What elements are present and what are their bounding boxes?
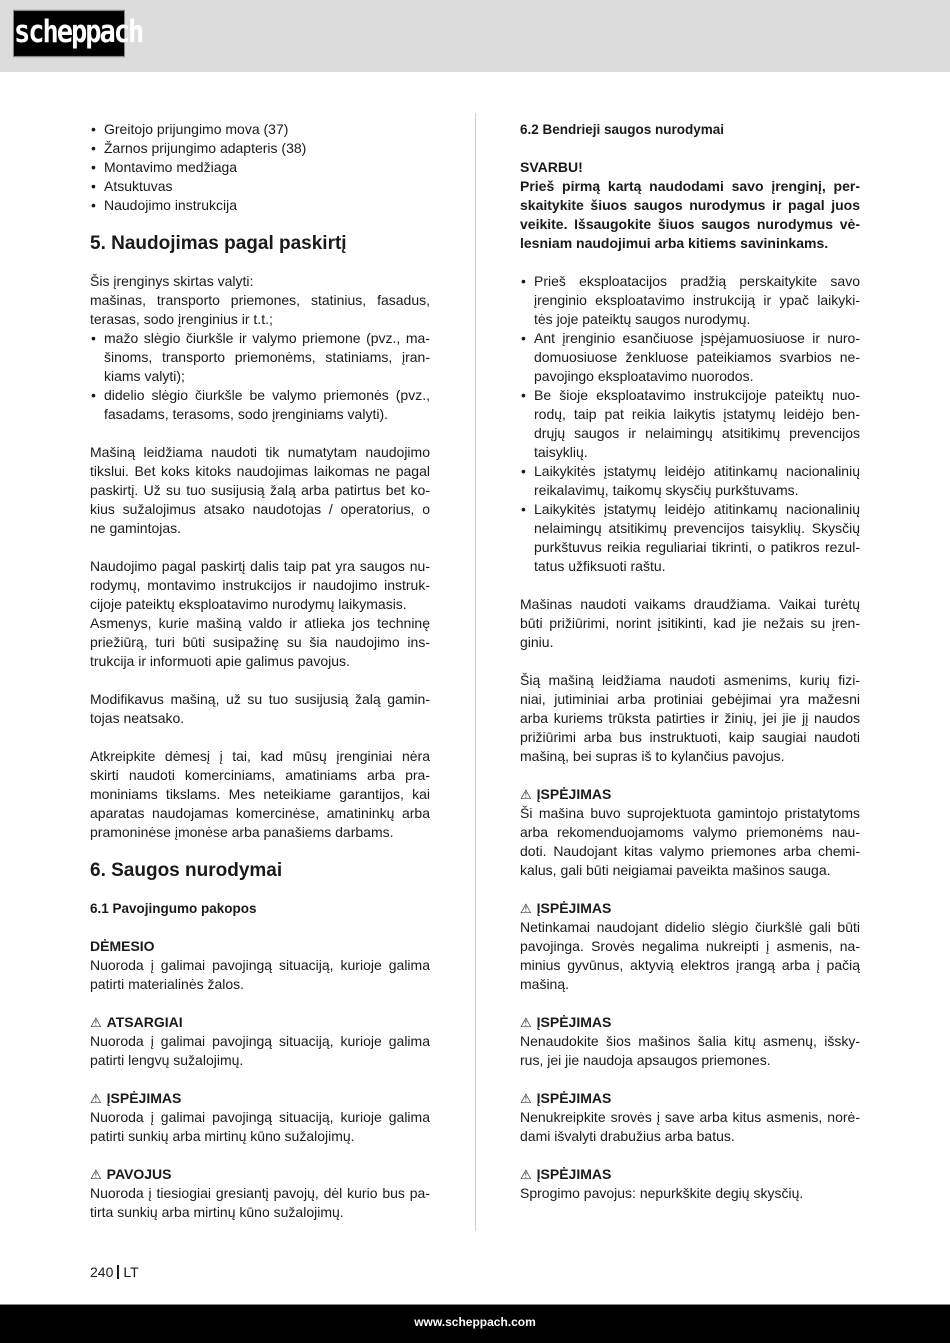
bullet-icon: •	[91, 197, 96, 213]
bullet-icon: •	[91, 178, 96, 194]
paragraph	[90, 272, 430, 329]
paragraph	[90, 747, 430, 842]
bullet-icon: •	[521, 501, 526, 517]
warning-triangle-icon: ⚠	[90, 1167, 102, 1182]
text-line: Atkreipkite dėmesį į tai, kad mūsų įrenginiai nėra	[90, 748, 430, 764]
warning-label	[90, 1089, 430, 1108]
content-section	[90, 272, 430, 424]
paragraph	[90, 443, 430, 538]
text-line: patirti materialinės žalos.	[90, 976, 245, 992]
bullet-list	[520, 272, 860, 576]
content-section	[90, 937, 430, 994]
text-line: pavojinga. Srovės negalima nukreipti į asmenis, na-	[520, 938, 860, 954]
text-line: rodymų, montavimo instrukcijos ir naudojimo instruk-	[90, 577, 430, 593]
text-line: Žarnos prijungimo adapteris (38)	[104, 140, 307, 156]
page-footer	[0, 1305, 950, 1343]
text-line: prižiūrimi arba bus instruktuoti, kaip saugiai naudoti	[520, 729, 860, 745]
text-line: trukcija ir informuoti apie galimus pavojus.	[90, 653, 350, 669]
text-line: įrenginio eksploatavimo instrukciją ir ypač laikyki-	[534, 292, 860, 308]
text-line: priežiūrą, turi būti susipažinę su šia naudojimo ins-	[90, 634, 430, 650]
text-line: Montavimo medžiaga	[104, 159, 238, 175]
content-section	[520, 785, 860, 880]
text-line: arba rekomenduojamoms valymo priemonėms nau-	[520, 824, 860, 840]
warning-label	[520, 785, 860, 804]
language-code: LT	[123, 1264, 139, 1280]
right-column	[520, 120, 860, 1222]
text-line: Nenukreipkite srovės į save arba kitus asmenis, norė-	[520, 1109, 860, 1125]
bullet-icon: •	[521, 330, 526, 346]
content-section	[520, 671, 860, 766]
paragraph	[520, 804, 860, 880]
text-line: doti. Naudojant kitas valymo priemones arba chemi-	[520, 843, 860, 859]
paragraph	[520, 1032, 860, 1070]
warning-triangle-icon: ⚠	[90, 1091, 102, 1106]
text-line: Prieš eksploatacijos pradžią perskaitykite savo	[534, 273, 860, 289]
text-line: mašinas, transporto priemones, statinius, fasadus,	[90, 292, 430, 308]
left-column	[90, 120, 430, 1241]
text-line: šinoms, transporto priemonėms, statiniams, įran-	[104, 349, 430, 365]
content-section	[90, 747, 430, 842]
list-item	[520, 272, 860, 329]
content-section	[90, 899, 430, 918]
text-line: patirti sunkių arba mirtinų kūno sužalojimų.	[90, 1128, 355, 1144]
warning-label	[90, 1165, 430, 1184]
text-line: mašiną, bei supras iš to kylančius pavojus.	[520, 748, 785, 764]
content-section	[90, 1013, 430, 1070]
text-line: drųjų saugos ir nelaimingų atsitikimų prevencijos	[534, 425, 860, 441]
list-item	[90, 177, 430, 196]
warning-triangle-icon: ⚠	[90, 1015, 102, 1030]
text-line: pavojingo eksploatavimo nuorodos.	[534, 368, 754, 384]
list-item	[90, 196, 430, 215]
text-line: domuosiuose ženkluose pateikiamos svarbios ne-	[534, 349, 860, 365]
text-line: cijoje pateiktų eksploatavimo nurodymų laikymasis.	[90, 596, 407, 612]
text-line: terasas, sodo įrenginius ir t.t.;	[90, 311, 273, 327]
text-line: purkštuvus reikia reguliariai tikrinti, o patikros rezul-	[534, 539, 860, 555]
section-heading: 6. Saugos nurodymai	[90, 860, 283, 881]
text-line: Sprogimo pavojus: nepurkškite degių skysčių.	[520, 1185, 804, 1201]
paragraph	[90, 1108, 430, 1146]
list-item	[520, 500, 860, 576]
scheppach-logo: scheppach	[13, 10, 125, 57]
text-line: nelaimingų atsitikimų prevencijos taisyklių. Skysčių	[534, 520, 860, 536]
list-item	[90, 158, 430, 177]
text-line: paskirtį. Už su tuo susijusią žalą arba patirtus bet ko-	[90, 482, 430, 498]
warning-label	[520, 1165, 860, 1184]
warning-label	[90, 1013, 430, 1032]
content-section	[90, 690, 430, 728]
text-line: giniu.	[520, 634, 554, 650]
list-item	[90, 139, 430, 158]
text-line: aparatas naudojamas komercinėse, amatininkų arba	[90, 805, 430, 821]
subsection-heading: 6.2 Bendrieji saugos nurodymai	[520, 122, 725, 137]
text-line: Mašinas naudoti vaikams draudžiama. Vaikai turėtų	[520, 596, 860, 612]
text-line: Greitojo prijungimo mova (37)	[104, 121, 289, 137]
content-section	[520, 1013, 860, 1070]
text-line: Mašiną leidžiama naudoti tik numatytam naudojimo	[90, 444, 430, 460]
content-section	[90, 234, 430, 253]
bullet-icon: •	[91, 159, 96, 175]
text-line: tirta sunkių arba mirtinų kūno sužalojimų.	[90, 1204, 344, 1220]
text-line: rus, jei jie naudoja apsaugos priemones.	[520, 1052, 771, 1068]
text-line: mašiną.	[520, 976, 570, 992]
content-section	[520, 272, 860, 576]
list-item	[520, 329, 860, 386]
content-section	[90, 1089, 430, 1146]
bullet-icon: •	[521, 387, 526, 403]
separator	[117, 1265, 119, 1279]
warning-label	[520, 1013, 860, 1032]
warning-label-text: ĮSPĖJIMAS	[536, 1090, 612, 1106]
paragraph	[90, 557, 430, 671]
bullet-icon: •	[91, 140, 96, 156]
paragraph	[520, 671, 860, 766]
text-line: niai, jutiminiai arba protiniai gebėjimai yra mažesni	[520, 691, 860, 707]
paragraph	[520, 1184, 860, 1203]
warning-label-text: PAVOJUS	[106, 1166, 172, 1182]
text-line: tatus užfiksuoti raštu.	[534, 558, 666, 574]
list-item	[90, 329, 430, 386]
text-line: Nuoroda į galimai pavojingą situaciją, kurioje galima	[90, 1033, 430, 1049]
warning-triangle-icon: ⚠	[520, 1167, 532, 1182]
warning-label-text: ĮSPĖJIMAS	[536, 900, 612, 916]
warning-triangle-icon: ⚠	[520, 901, 532, 916]
text-line: reikalavimų, taikomų skysčių purkštuvams.	[534, 482, 799, 498]
text-line: mažo slėgio čiurkšle ir valymo priemone (pvz., ma-	[104, 330, 430, 346]
notice-label: DĖMESIO	[90, 938, 155, 954]
content-section	[520, 899, 860, 994]
text-line: Šią mašiną leidžiama naudoti asmenims, kurių fizi-	[520, 672, 860, 688]
text-line: Ši mašina buvo suprojektuota gamintojo pristatytoms	[520, 805, 860, 821]
text-line: Nenaudokite šios mašinos šalia kitų asmenų, išsky-	[520, 1033, 860, 1049]
content-section	[90, 861, 430, 880]
warning-label-text: ATSARGIAI	[106, 1014, 183, 1030]
text-line: moniniams tikslams. Mes neteikiame garantijos, kai	[90, 786, 430, 802]
text-line: Nuoroda į galimai pavojingą situaciją, kurioje galima	[90, 957, 430, 973]
text-line: taisyklių.	[534, 444, 588, 460]
column-divider	[475, 113, 476, 1231]
text-line: Netinkamai naudojant didelio slėgio čiurkšlė gali būti	[520, 919, 860, 935]
text-line: tojas neatsako.	[90, 710, 185, 726]
text-line: Nuoroda į galimai pavojingą situaciją, kurioje galima	[90, 1109, 430, 1125]
text-line: Prieš pirmą kartą naudodami savo įrenginį, per-	[520, 178, 860, 194]
text-line: didelio slėgio čiurkšle be valymo priemonės (pvz.,	[104, 387, 430, 403]
text-line: kiams valyti);	[104, 368, 185, 384]
paragraph	[520, 595, 860, 652]
page-header	[0, 0, 950, 72]
paragraph	[90, 956, 430, 994]
text-line: Nuoroda į tiesiogiai gresiantį pavojų, dėl kurio bus pa-	[90, 1185, 430, 1201]
paragraph	[520, 1108, 860, 1146]
warning-label-text: ĮSPĖJIMAS	[536, 1014, 612, 1030]
warning-label	[520, 899, 860, 918]
text-line: Ant įrenginio esančiuose įspėjamuosiuose ir nuro-	[534, 330, 860, 346]
page-number	[90, 1264, 139, 1280]
text-line: Naudojimo pagal paskirtį dalis taip pat yra saugos nu-	[90, 558, 430, 574]
text-line: Laikykitės įstatymų leidėjo atitinkamų nacionalinių	[534, 501, 860, 517]
text-line: tikslui. Bet koks kitoks naudojimas laikomas ne pagal	[90, 463, 430, 479]
content-section	[520, 1089, 860, 1146]
text-line: būti prižiūrimi, norint įsitikinti, kad jie nežais su įren-	[520, 615, 860, 631]
text-line: lesniam naudojimui arba kitiems savininkams.	[520, 235, 829, 251]
paragraph	[90, 1184, 430, 1222]
page-number-value: 240	[90, 1264, 114, 1280]
text-line: Šis įrenginys skirtas valyti:	[90, 273, 254, 289]
text-line: ne gamintojas.	[90, 520, 182, 536]
content-section	[520, 158, 860, 253]
paragraph	[90, 1032, 430, 1070]
bullet-icon: •	[521, 273, 526, 289]
bullet-icon: •	[91, 330, 96, 346]
bullet-list	[90, 329, 430, 424]
subsection-heading: 6.1 Pavojingumo pakopos	[90, 901, 257, 916]
text-line: Modifikavus mašiną, už su tuo susijusią žalą gamin-	[90, 691, 430, 707]
bullet-icon: •	[521, 463, 526, 479]
text-line: Naudojimo instrukcija	[104, 197, 238, 213]
list-item	[90, 386, 430, 424]
paragraph	[520, 918, 860, 994]
notice-label: SVARBU!	[520, 159, 583, 175]
list-item	[520, 462, 860, 500]
content-section	[90, 1165, 430, 1222]
text-line: kius sužalojimus atsako naudotojas / operatorius, o	[90, 501, 430, 517]
text-line: veikite. Išsaugokite šiuos saugos nurodymus vė-	[520, 216, 860, 232]
list-item	[90, 120, 430, 139]
bullet-icon: •	[91, 121, 96, 137]
text-line: dami išvalyti drabužius arba batus.	[520, 1128, 735, 1144]
text-line: kalus, gali būti neigiamai paveikta mašinos sauga.	[520, 862, 831, 878]
text-line: tės joje pateiktų saugos nurodymų.	[534, 311, 751, 327]
text-line: Asmenys, kurie mašiną valdo ir atlieka jos techninę	[90, 615, 430, 631]
text-line: rodų, taip pat reikia laikytis įstatymų leidėjo ben-	[534, 406, 860, 422]
warning-label-text: ĮSPĖJIMAS	[536, 786, 612, 802]
text-line: skaitykite šiuos saugos nurodymus ir pagal juos	[520, 197, 860, 213]
section-heading: 5. Naudojimas pagal paskirtį	[90, 233, 347, 254]
bullet-icon: •	[91, 387, 96, 403]
content-section	[90, 443, 430, 538]
warning-label-text: ĮSPĖJIMAS	[106, 1090, 182, 1106]
text-line: patirti lengvų sužalojimų.	[90, 1052, 244, 1068]
important-paragraph	[520, 177, 860, 253]
content-section	[90, 120, 430, 215]
warning-label	[520, 1089, 860, 1108]
text-line: fasadams, terasoms, sodo įrenginiams valyti).	[104, 406, 388, 422]
text-line: Laikykitės įstatymų leidėjo atitinkamų nacionalinių	[534, 463, 860, 479]
warning-triangle-icon: ⚠	[520, 787, 532, 802]
content-section	[90, 557, 430, 671]
text-line: Atsuktuvas	[104, 178, 173, 194]
content-section	[520, 595, 860, 652]
text-line: minius gyvūnus, aktyvią elektros įrangą arba į pačią	[520, 957, 860, 973]
warning-triangle-icon: ⚠	[520, 1091, 532, 1106]
text-line: Be šioje eksploatavimo instrukcijoje pateiktų nuo-	[534, 387, 860, 403]
paragraph	[90, 690, 430, 728]
text-line: skirti naudoti komerciniams, amatiniams arba pra-	[90, 767, 430, 783]
website-link[interactable]: www.scheppach.com	[414, 1315, 536, 1329]
text-line: arba kuriems trūksta patirties ir žinių, jei jie jį naudos	[520, 710, 860, 726]
list-item	[520, 386, 860, 462]
warning-label-text: ĮSPĖJIMAS	[536, 1166, 612, 1182]
warning-triangle-icon: ⚠	[520, 1015, 532, 1030]
bullet-list	[90, 120, 430, 215]
text-line: pramoninėse įmonėse arba panašiems darbams.	[90, 824, 394, 840]
content-section	[520, 1165, 860, 1203]
content-section	[520, 120, 860, 139]
